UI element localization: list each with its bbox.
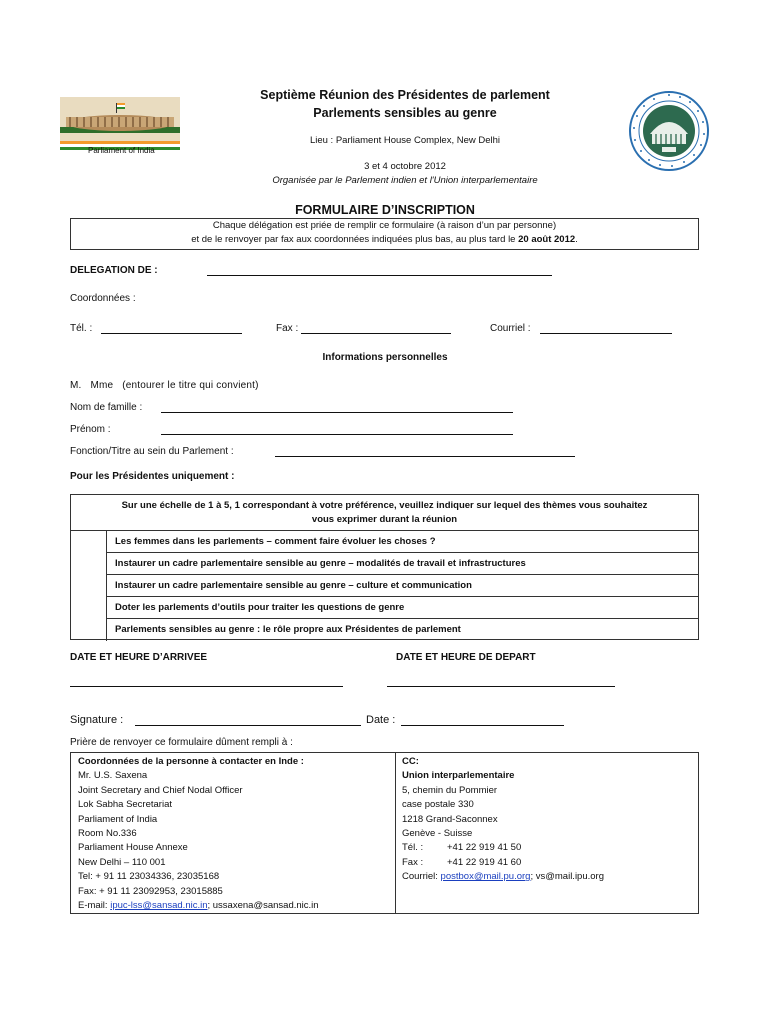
arrival-label: DATE ET HEURE D’ARRIVEE: [70, 652, 208, 663]
contact-line: Room No.336: [78, 828, 137, 840]
tel-field[interactable]: [101, 324, 242, 334]
contact-india: [71, 753, 396, 913]
organizers: Organisée par le Parlement indien et l'Union interparlementaire: [272, 175, 538, 186]
theme-row[interactable]: [106, 531, 698, 553]
theme-label: Parlements sensibles au genre : le rôle propre aux Présidentes de parlement: [115, 624, 461, 635]
contact-box: [70, 752, 699, 914]
ipu-courriel-line: [402, 870, 694, 884]
presidents-title: Pour les Présidentes uniquement :: [70, 471, 235, 482]
ipu-courriel-link[interactable]: postbox@mail.pu.org: [440, 871, 531, 883]
ipu-line: case postale 330: [402, 799, 474, 811]
theme-label: Doter les parlements d’outils pour traiter les questions de genre: [115, 602, 405, 613]
ipu-courriel-label: Courriel:: [402, 871, 441, 883]
theme-label: Instaurer un cadre parlementaire sensible au genre – culture et communication: [115, 580, 472, 591]
delegation-label: DELEGATION DE :: [70, 265, 158, 276]
signature-label: Signature :: [70, 714, 124, 726]
contact-line: Lok Sabha Secretariat: [78, 799, 173, 811]
instructions-line-2: [71, 233, 698, 247]
email-link[interactable]: ipuc-lss@sansad.nic.in: [110, 900, 208, 912]
contact-line: Mr. U.S. Saxena: [78, 770, 148, 782]
arrival-field[interactable]: [70, 677, 343, 687]
theme-label: Instaurer un cadre parlementaire sensible au genre – modalités de travail et infrastructures: [115, 558, 526, 569]
contact-email-line: [78, 899, 388, 913]
coordonnees-label: Coordonnées :: [70, 293, 136, 304]
instructions-line-1: Chaque délégation est priée de remplir ce formulaire (à raison d’un par personne): [212, 220, 557, 231]
signature-field[interactable]: [135, 716, 361, 726]
contact-india-heading: Coordonnées de la personne à contacter en Inde :: [78, 756, 304, 767]
courriel-label: Courriel :: [490, 323, 531, 334]
deadline: 20 août 2012: [518, 234, 576, 245]
fonction-label: Fonction/Titre au sein du Parlement :: [70, 446, 234, 457]
ipu-tel-value: +41 22 919 41 50: [447, 842, 522, 854]
instructions-box: [70, 218, 699, 250]
themes-header-line-2: vous exprimer durant la réunion: [311, 514, 458, 525]
themes-box: [70, 494, 699, 640]
nom-field[interactable]: [161, 403, 513, 413]
ipu-fax-label: Fax :: [402, 856, 424, 868]
ipu-courriel-rest: ; vs@mail.ipu.org: [530, 871, 604, 883]
contact-ipu: [396, 753, 700, 913]
ipu-tel-line: [402, 841, 694, 855]
theme-row[interactable]: [106, 619, 698, 641]
ipu-line: 1218 Grand-Saconnex: [402, 813, 498, 825]
date-label: Date :: [366, 714, 396, 726]
departure-label: DATE ET HEURE DE DEPART: [396, 652, 536, 663]
ipu-fax-line: [402, 856, 694, 870]
ipu-seal-icon: [628, 90, 710, 172]
instructions-text: et de le renvoyer par fax aux coordonnées indiquées plus bas, au plus tard le: [191, 234, 519, 245]
parliament-of-india-logo: [60, 97, 180, 157]
courriel-field[interactable]: [540, 324, 672, 334]
contact-line: Tel: + 91 11 23034336, 23035168: [78, 871, 220, 883]
tel-label: Tél. :: [70, 323, 93, 334]
theme-row[interactable]: [106, 575, 698, 597]
contact-line: Fax: + 91 11 23092953, 23015885: [78, 885, 223, 897]
themes-header-line-1: Sur une échelle de 1 à 5, 1 correspondant à votre préférence, veuillez indiquer sur lequel des thèmes vous souhaitez: [121, 500, 648, 511]
title-choice[interactable]: M. Mme (entourer le titre qui convient): [70, 380, 259, 391]
fonction-field[interactable]: [275, 447, 575, 457]
theme-row[interactable]: [106, 597, 698, 619]
cc-heading: CC:: [402, 756, 419, 767]
ipu-fax-value: +41 22 919 41 60: [447, 856, 522, 868]
meeting-subtitle: Parlements sensibles au genre: [313, 106, 497, 120]
email-rest: ; ussaxena@sansad.nic.in: [207, 900, 319, 912]
prenom-label: Prénom :: [70, 424, 111, 435]
ipu-org: Union interparlementaire: [402, 770, 515, 782]
fax-field[interactable]: [301, 324, 451, 334]
theme-row[interactable]: [106, 553, 698, 575]
form-title: FORMULAIRE D’INSCRIPTION: [295, 203, 475, 217]
delegation-field[interactable]: [207, 266, 552, 276]
meeting-dates: 3 et 4 octobre 2012: [364, 161, 446, 172]
logo-caption: Parliament of India: [88, 146, 155, 155]
departure-field[interactable]: [387, 677, 615, 687]
personal-info-title: Informations personnelles: [322, 352, 448, 363]
email-label: E-mail:: [78, 900, 111, 912]
themes-header: [71, 495, 698, 531]
ipu-line: 5, chemin du Pommier: [402, 784, 498, 796]
theme-label: Les femmes dans les parlements – comment faire évoluer les choses ?: [115, 536, 436, 547]
contact-line: Joint Secretary and Chief Nodal Officer: [78, 784, 243, 796]
nom-label: Nom de famille :: [70, 402, 143, 413]
instructions-period: .: [575, 234, 578, 245]
ipu-seal: [628, 90, 710, 172]
prenom-field[interactable]: [161, 425, 513, 435]
meeting-title: Septième Réunion des Présidentes de parlement: [260, 88, 550, 102]
return-note: Prière de renvoyer ce formulaire dûment rempli à :: [70, 737, 293, 748]
venue: Lieu : Parliament House Complex, New Delhi: [309, 135, 501, 146]
contact-line: Parliament of India: [78, 813, 158, 825]
ipu-tel-label: Tél. :: [402, 842, 424, 854]
date-field[interactable]: [401, 716, 564, 726]
fax-label: Fax :: [276, 323, 299, 334]
ipu-line: Genève - Suisse: [402, 828, 473, 840]
contact-line: Parliament House Annexe: [78, 842, 188, 854]
contact-line: New Delhi – 110 001: [78, 856, 166, 868]
